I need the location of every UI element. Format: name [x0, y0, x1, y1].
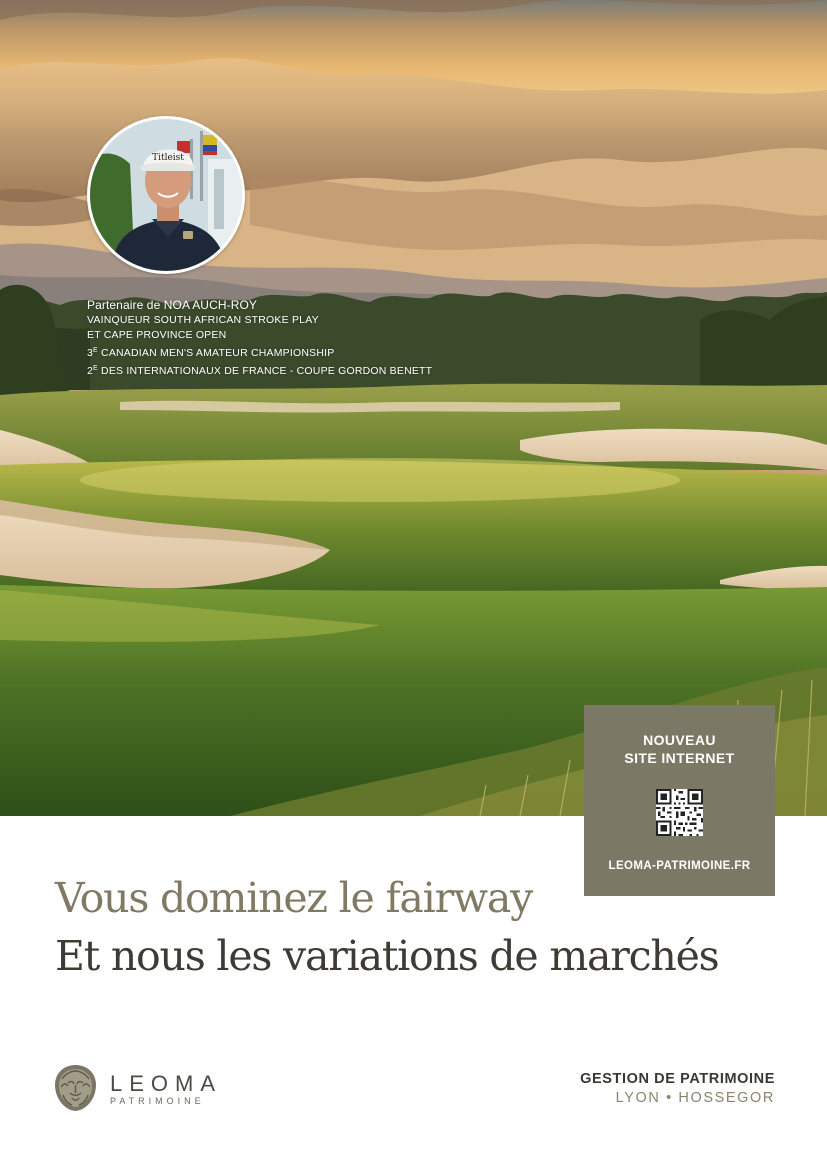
partner-line-3-text: CANADIAN MEN'S AMATEUR CHAMPIONSHIP	[97, 347, 335, 359]
new-website-box[interactable]	[584, 705, 775, 896]
partner-line-2: ET CAPE PROVINCE OPEN	[87, 329, 227, 341]
brand-name: LEOMA	[110, 1071, 223, 1096]
brand-subtitle: PATRIMOINE	[110, 1096, 205, 1106]
tagline-service: GESTION DE PATRIMOINE	[580, 1071, 775, 1087]
qr-code-icon[interactable]	[656, 789, 703, 836]
site-box-line-1: NOUVEAU	[643, 732, 716, 748]
partner-line-3	[87, 343, 432, 361]
partner-line-3-ordinal: 3	[87, 347, 94, 359]
site-box-line-2: SITE INTERNET	[624, 750, 735, 766]
headline-line-2: Et nous les variations de marchés	[55, 932, 719, 980]
partner-title: Partenaire de NOA AUCH-ROY	[87, 298, 257, 312]
partner-line-3-superscript: E	[93, 347, 98, 354]
partner-line-4	[87, 361, 432, 379]
tagline-locations: LYON • HOSSEGOR	[615, 1090, 775, 1106]
partner-line-4-superscript: E	[93, 365, 98, 372]
golfer-portrait-image	[90, 119, 245, 274]
website-url[interactable]: LEOMA-PATRIMOINE.FR	[608, 860, 751, 872]
svg-text:Titleist: Titleist	[152, 153, 184, 163]
partner-line-4-text: DES INTERNATIONAUX DE FRANCE - COUPE GORDON BENETT	[97, 365, 433, 377]
lion-emblem-icon	[52, 1063, 99, 1113]
golfer-portrait	[87, 116, 245, 274]
partner-caption	[87, 298, 432, 379]
partner-line-4-ordinal: 2	[87, 365, 94, 377]
partner-line-1: VAINQUEUR SOUTH AFRICAN STROKE PLAY	[87, 314, 319, 326]
headline-line-1: Vous dominez le fairway	[55, 874, 533, 922]
